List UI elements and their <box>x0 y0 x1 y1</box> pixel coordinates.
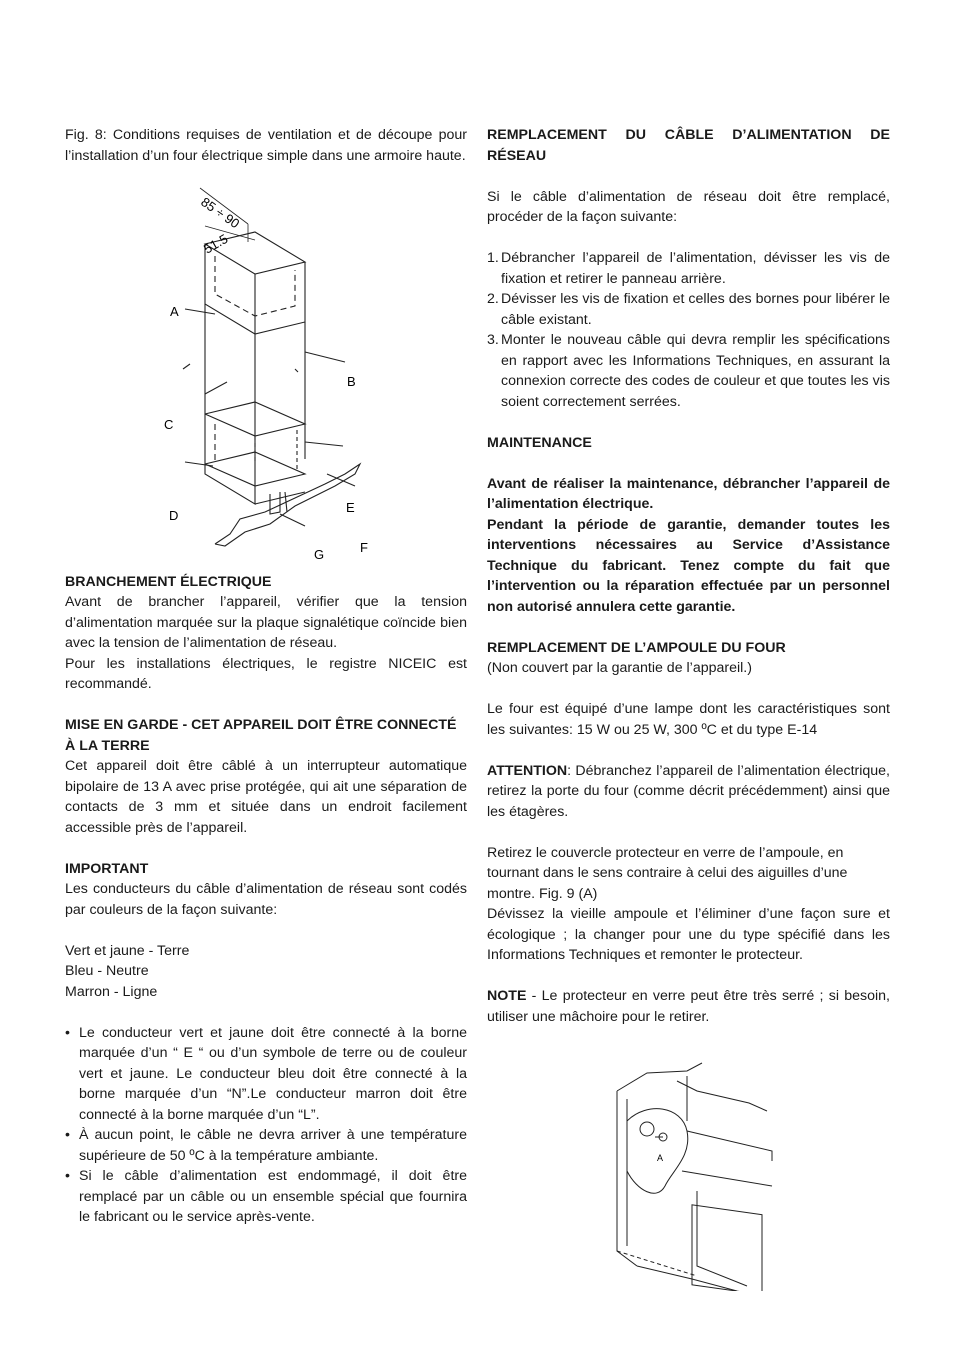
branchement-heading: BRANCHEMENT ÉLECTRIQUE <box>65 573 272 590</box>
ampoule-sub: (Non couvert par la garantie de l’appareil.) <box>487 660 752 676</box>
color-item: Bleu - Neutre <box>65 963 149 979</box>
right-column <box>487 125 890 1298</box>
maintenance-heading: MAINTENANCE <box>487 434 592 451</box>
miseengarde-heading: MISE EN GARDE - CET APPAREIL DOIT ÊTRE CONNECTÉ À LA TERRE <box>65 717 457 754</box>
list-item: 3. Monter le nouveau câble qui devra remplir les spécifications en rapport avec les Informations Techniques, en assurant la connexion correcte des codes de couleur et que toutes les vis soient correctement serrées. <box>487 332 890 410</box>
fig8-diagram <box>65 174 467 559</box>
fig8-label-d: D <box>169 508 179 523</box>
fig8-label-a: A <box>170 304 179 319</box>
list-item: • À aucun point, le câble ne devra arriver à une température supérieure de 50 ºC à la température ambiante. <box>65 1127 467 1164</box>
fig8-dim-mid: 51.5 <box>201 230 231 257</box>
fig8-label-b: B <box>347 374 356 389</box>
fig8-label-c: C <box>164 417 174 432</box>
ampoule-p2: Retirez le couvercle protecteur en verre de l’ampoule, en tournant dans le sens contraire à celui des aiguilles d’une montre. Fig. 9 (A) <box>487 844 848 902</box>
cable-intro: Si le câble d’alimentation de réseau doit être remplacé, procéder de la façon suivante: <box>487 188 890 225</box>
ampoule-p1: Le four est équipé d’une lampe dont les caractéristiques sont les suivantes: 15 W ou 25 W, 300 ºC et du type E-14 <box>487 701 890 738</box>
fig8-dim-top: 85 ÷ 90 <box>198 194 243 232</box>
fig8-label-f: F <box>360 540 368 555</box>
note-paragraph: NOTE - Le protecteur en verre peut être très serré ; si besoin, utiliser une mâchoire pour le retirer. <box>487 988 890 1025</box>
branchement-p1: Avant de brancher l’appareil, vérifier que la tension d’alimentation marquée sur la plaque signalétique coïncide bien avec la tension de l’alimentation de réseau. <box>65 594 467 651</box>
color-item: Vert et jaune - Terre <box>65 942 190 959</box>
attention-paragraph: ATTENTION: Débranchez l’appareil de l’alimentation électrique, retirez la porte du four (comme décrit précédemment) ainsi que les étagères. <box>487 762 890 820</box>
miseengarde-p1: Cet appareil doit être câblé à un interrupteur automatique bipolaire de 13 A avec prise protégée, qui ait une séparation de contacts de 3 mm et située dans un endroit facilement accessible près de l’appareil. <box>65 758 467 836</box>
list-item: 1. Débrancher l’appareil de l’alimentation, dévisser les vis de fixation et retirer le panneau arrière. <box>487 250 890 287</box>
important-bullets <box>65 1023 467 1228</box>
list-item: • Le conducteur vert et jaune doit être connecté à la borne marquée d’un “ E “ ou d’un symbole de terre ou de couleur vert et jaune. Le conducteur bleu doit être connecté à la borne marquée d’un “N”.Le conducteur marron doit être connecté à la borne marquée d’un “L”. <box>65 1024 467 1123</box>
fig8-label-g: G <box>314 547 325 559</box>
ampoule-p3: Dévissez la vieille ampoule et l’éliminer d’une façon sure et écologique ; la changer pour une du type spécifié dans les Informations Techniques et remonter le protecteur. <box>487 906 890 963</box>
fig8-caption: Fig. 8: Conditions requises de ventilation et de découpe pour l’installation d’un four électrique simple dans une armoire haute. <box>65 127 467 164</box>
note-label: NOTE <box>487 988 527 1004</box>
left-column <box>65 125 467 1228</box>
fig8-label-e: E <box>346 500 355 515</box>
important-heading: IMPORTANT <box>65 860 149 877</box>
attention-label: ATTENTION <box>487 762 568 779</box>
cable-steps <box>487 248 890 412</box>
color-item: Marron - Ligne <box>65 983 158 1000</box>
branchement-p2: Pour les installations électriques, le registre NICEIC est recommandé. <box>65 655 467 692</box>
maintenance-p1: Avant de réaliser la maintenance, débrancher l’appareil de l’alimentation électrique. <box>487 475 890 512</box>
fig9-label-a: A <box>657 1153 664 1163</box>
list-item: • Si le câble d’alimentation est endommagé, il doit être remplacé par un câble ou un ensemble spécial que fournira le fabricant ou le service après-vente. <box>65 1168 467 1225</box>
important-p1: Les conducteurs du câble d’alimentation de réseau sont codés par couleurs de la façon suivante: <box>65 881 467 918</box>
list-item: 2. Dévisser les vis de fixation et celles des bornes pour libérer le câble existant. <box>487 291 890 328</box>
fig9-diagram <box>487 1051 890 1291</box>
ampoule-heading: REMPLACEMENT DE L’AMPOULE DU FOUR <box>487 639 786 656</box>
maintenance-p2: Pendant la période de garantie, demander toutes les interventions nécessaires au Service d’Assistance Technique du fabricant. Tenez compte du fait que l’intervention ou la réparation effectuée par un personnel non autorisé annulera cette garantie. <box>487 516 890 615</box>
cable-heading: REMPLACEMENT DU CÂBLE D’ALIMENTATION DE RÉSEAU <box>487 127 890 164</box>
